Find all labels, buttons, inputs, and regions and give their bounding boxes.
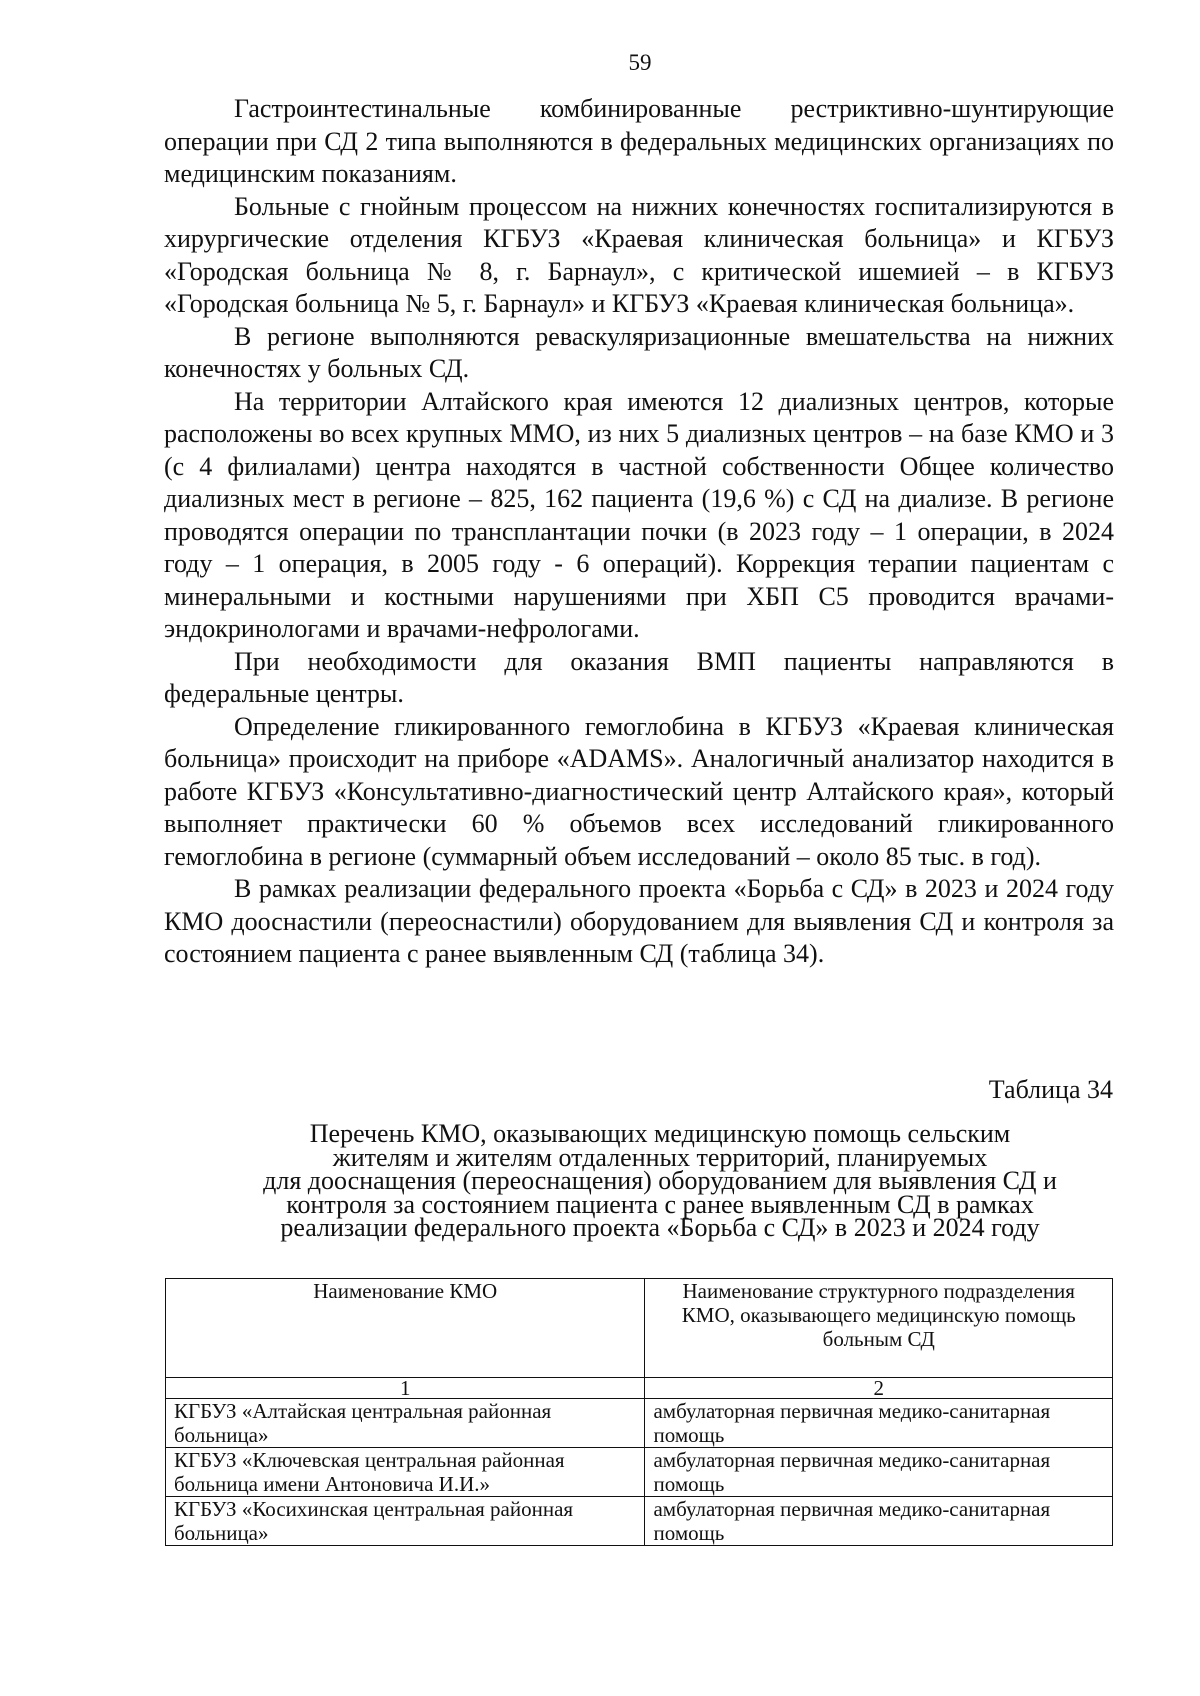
table-title-line: жителям и жителям отдаленных территорий, планируемых	[332, 1142, 988, 1172]
column-number-cell: 2	[645, 1378, 1113, 1399]
table-title	[200, 1119, 1120, 1242]
paragraph: Гастроинтестинальные комбинированные рестриктивно-шунтирующие операции при СД 2 типа выполняются в федеральных медицинских организациях по медицинским показаниям.	[164, 94, 1114, 188]
table-title-line: Перечень КМО, оказывающих медицинскую помощь сельским	[309, 1119, 1011, 1148]
paragraph: При необходимости для оказания ВМП пациенты направляются в федеральные центры.	[164, 646, 1114, 708]
table-title-line: для дооснащения (переоснащения) оборудованием для выявления СД и	[263, 1166, 1057, 1195]
table-column-number-row	[166, 1378, 1113, 1399]
table-cell: амбулаторная первичная медико-санитарная помощь	[645, 1497, 1113, 1546]
table-row	[166, 1497, 1113, 1546]
table-title-line: реализации федерального проекта «Борьба с СД» в 2023 и 2024 году	[280, 1213, 1040, 1242]
table-header-row	[166, 1279, 1113, 1378]
table-cell: КГБУЗ «Алтайская центральная районная больница»	[166, 1399, 645, 1448]
table-header-cell: Наименование КМО	[166, 1279, 645, 1378]
column-number-cell: 1	[166, 1378, 645, 1399]
table-title-line: контроля за состоянием пациента с ранее выявленным СД в рамках	[286, 1189, 1034, 1219]
table-row	[166, 1399, 1113, 1448]
table-cell: КГБУЗ «Ключевская центральная районная больница имени Антоновича И.И.»	[166, 1448, 645, 1497]
paragraph: Определение гликированного гемоглобина в КГБУЗ «Краевая клиническая больница» происходит на приборе «ADAMS». Аналогичный анализатор находится в работе КГБУЗ «Консультативно-диагностический центр Алтайского края», который выполняет практически 60 % объемов всех исследований гликированного гемоглобина в регионе (суммарный объем исследований – около 85 тыс. в год).	[164, 711, 1114, 871]
paragraph: В рамках реализации федерального проекта «Борьба с СД» в 2023 и 2024 году КМО дооснастили (переоснастили) оборудованием для выявления СД и контроля за состоянием пациента с ранее выявленным СД (таблица 34).	[164, 874, 1114, 968]
body-text	[164, 93, 1114, 971]
paragraph: Больные с гнойным процессом на нижних конечностях госпитализируются в хирургические отделения КГБУЗ «Краевая клиническая больница» и КГБУЗ «Городская больница № 8, г. Барнаул», с критической ишемией – в КГБУЗ «Городская больница № 5, г. Барнаул» и КГБУЗ «Краевая клиническая больница».	[164, 191, 1114, 318]
table-cell: амбулаторная первичная медико-санитарная помощь	[645, 1448, 1113, 1497]
table-cell: амбулаторная первичная медико-санитарная помощь	[645, 1399, 1113, 1448]
table-caption: Таблица 34	[988, 1075, 1113, 1104]
paragraph: На территории Алтайского края имеются 12 диализных центров, которые расположены во всех крупных ММО, из них 5 диализных центров – на базе КМО и 3 (с 4 филиалами) центра находятся в частной собственности Общее количество диализных мест в регионе – 825, 162 пациента (19,6 %) с СД на диализе. В регионе проводятся операции по трансплантации почки (в 2023 году – 1 операции, в 2024 году – 1 операция, в 2005 году - 6 операций). Коррекция терапии пациентам с минеральными и костными нарушениями при ХБП С5 проводится врачами-эндокринологами и врачами-нефрологами.	[164, 386, 1114, 643]
table-row	[166, 1448, 1113, 1497]
paragraph: В регионе выполняются реваскуляризационные вмешательства на нижних конечностях у больных СД.	[164, 321, 1114, 383]
page-number: 59	[628, 50, 652, 75]
table-cell: КГБУЗ «Косихинская центральная районная больница»	[166, 1497, 645, 1546]
kmo-table	[165, 1278, 1113, 1546]
table-header-cell: Наименование структурного подразделения КМО, оказывающего медицинскую помощь больным СД	[645, 1279, 1113, 1378]
